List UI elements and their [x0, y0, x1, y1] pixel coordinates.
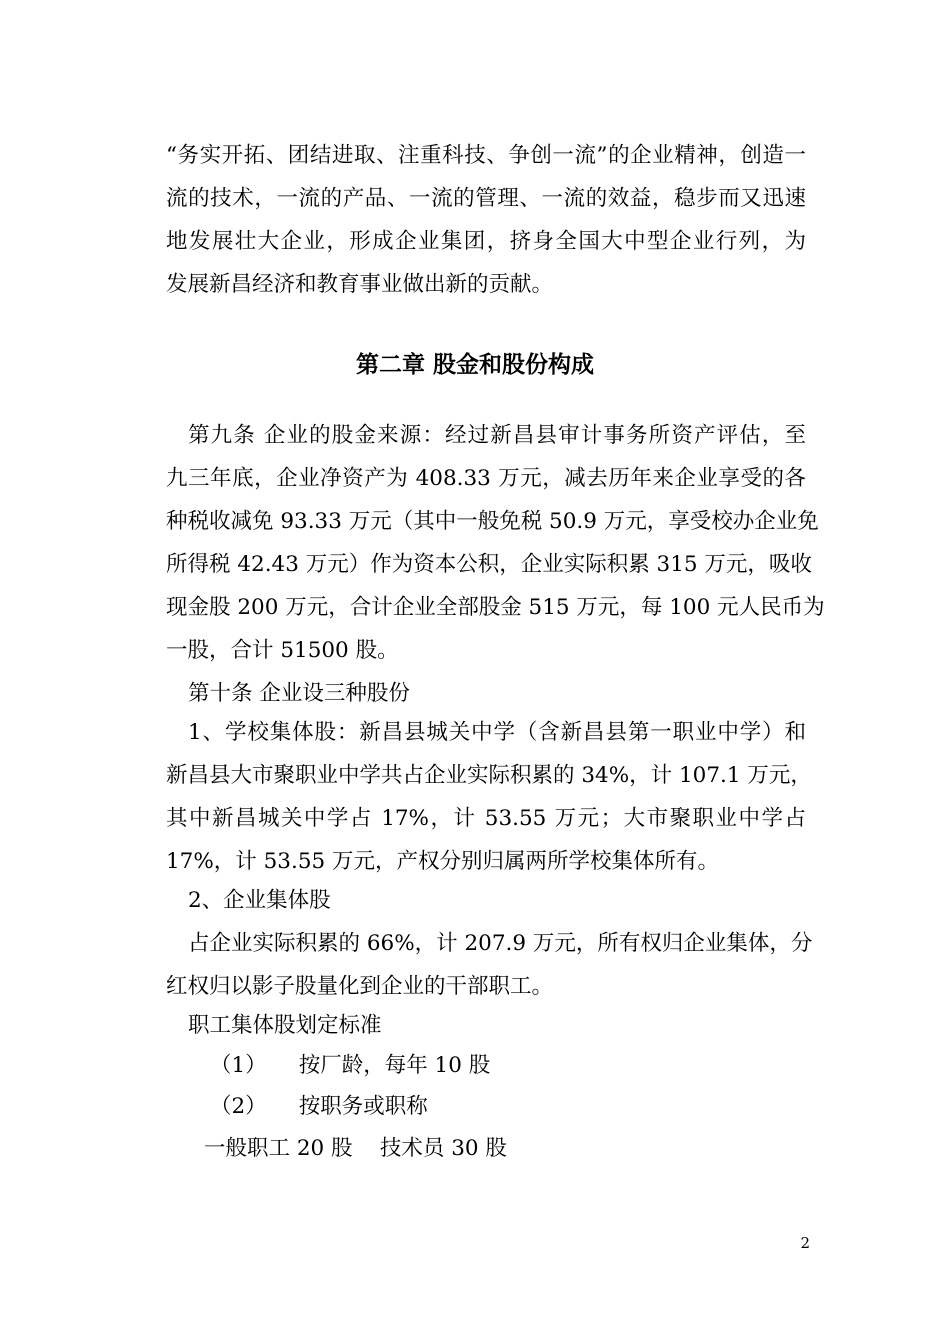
text-line: “务实开拓、团结进取、注重科技、争创一流”的企业精神，创造一: [166, 143, 806, 168]
chapter-title: 第二章 股金和股份构成: [355, 352, 594, 378]
text-line: 发展新昌经济和教育事业做出新的贡献。: [166, 272, 554, 297]
text-line: 红权归以影子股量化到企业的干部职工。: [166, 974, 554, 999]
text-line: 第九条 企业的股金来源：经过新昌县审计事务所资产评估，至: [188, 423, 806, 448]
text-line: 新昌县大市聚职业中学共占企业实际积累的 34%，计 107.1 万元，: [166, 763, 812, 788]
text-line: 占企业实际积累的 66%，计 207.9 万元，所有权归企业集体，分: [188, 931, 813, 956]
text-line: 17%，计 53.55 万元，产权分别归属两所学校集体所有。: [166, 849, 720, 874]
standard-item: [210, 1092, 850, 1122]
text-line: 九三年底，企业净资产为 408.33 万元，减去历年来企业享受的各: [166, 466, 806, 491]
staff-standard-title: 职工集体股划定标准: [188, 1013, 382, 1038]
standard-number: （2）: [210, 1094, 267, 1119]
article-10-title: 第十条 企业设三种股份: [188, 681, 410, 706]
page-number: 2: [800, 1234, 810, 1252]
text-line: 种税收减免 93.33 万元（其中一般免税 50.9 万元，享受校办企业免: [166, 509, 819, 534]
standard-text: 按厂龄，每年 10 股: [298, 1053, 491, 1078]
item-2-title: 2、企业集体股: [188, 888, 331, 913]
text-line: 一股，合计 51500 股。: [166, 638, 399, 663]
standard-item: [210, 1051, 850, 1081]
text-line: 现金股 200 万元，合计企业全部股金 515 万元，每 100 元人民币为: [166, 595, 825, 620]
text-line: 地发展壮大企业，形成企业集团，挤身全国大中型企业行列，为: [166, 229, 806, 254]
text-line: 1、学校集体股：新昌县城关中学（含新昌县第一职业中学）和: [188, 720, 806, 745]
standard-number: （1）: [210, 1053, 267, 1078]
text-line: 流的技术，一流的产品、一流的管理、一流的效益，稳步而又迅速: [166, 186, 806, 211]
text-line: 其中新昌城关中学占 17%，计 53.55 万元；大市聚职业中学占: [166, 806, 806, 831]
standard-text: 按职务或职称: [298, 1094, 428, 1119]
text-line: 所得税 42.43 万元）作为资本公积，企业实际积累 315 万元，吸收: [166, 552, 812, 577]
standard-detail: 一般职工 20 股 技术员 30 股: [204, 1136, 507, 1161]
